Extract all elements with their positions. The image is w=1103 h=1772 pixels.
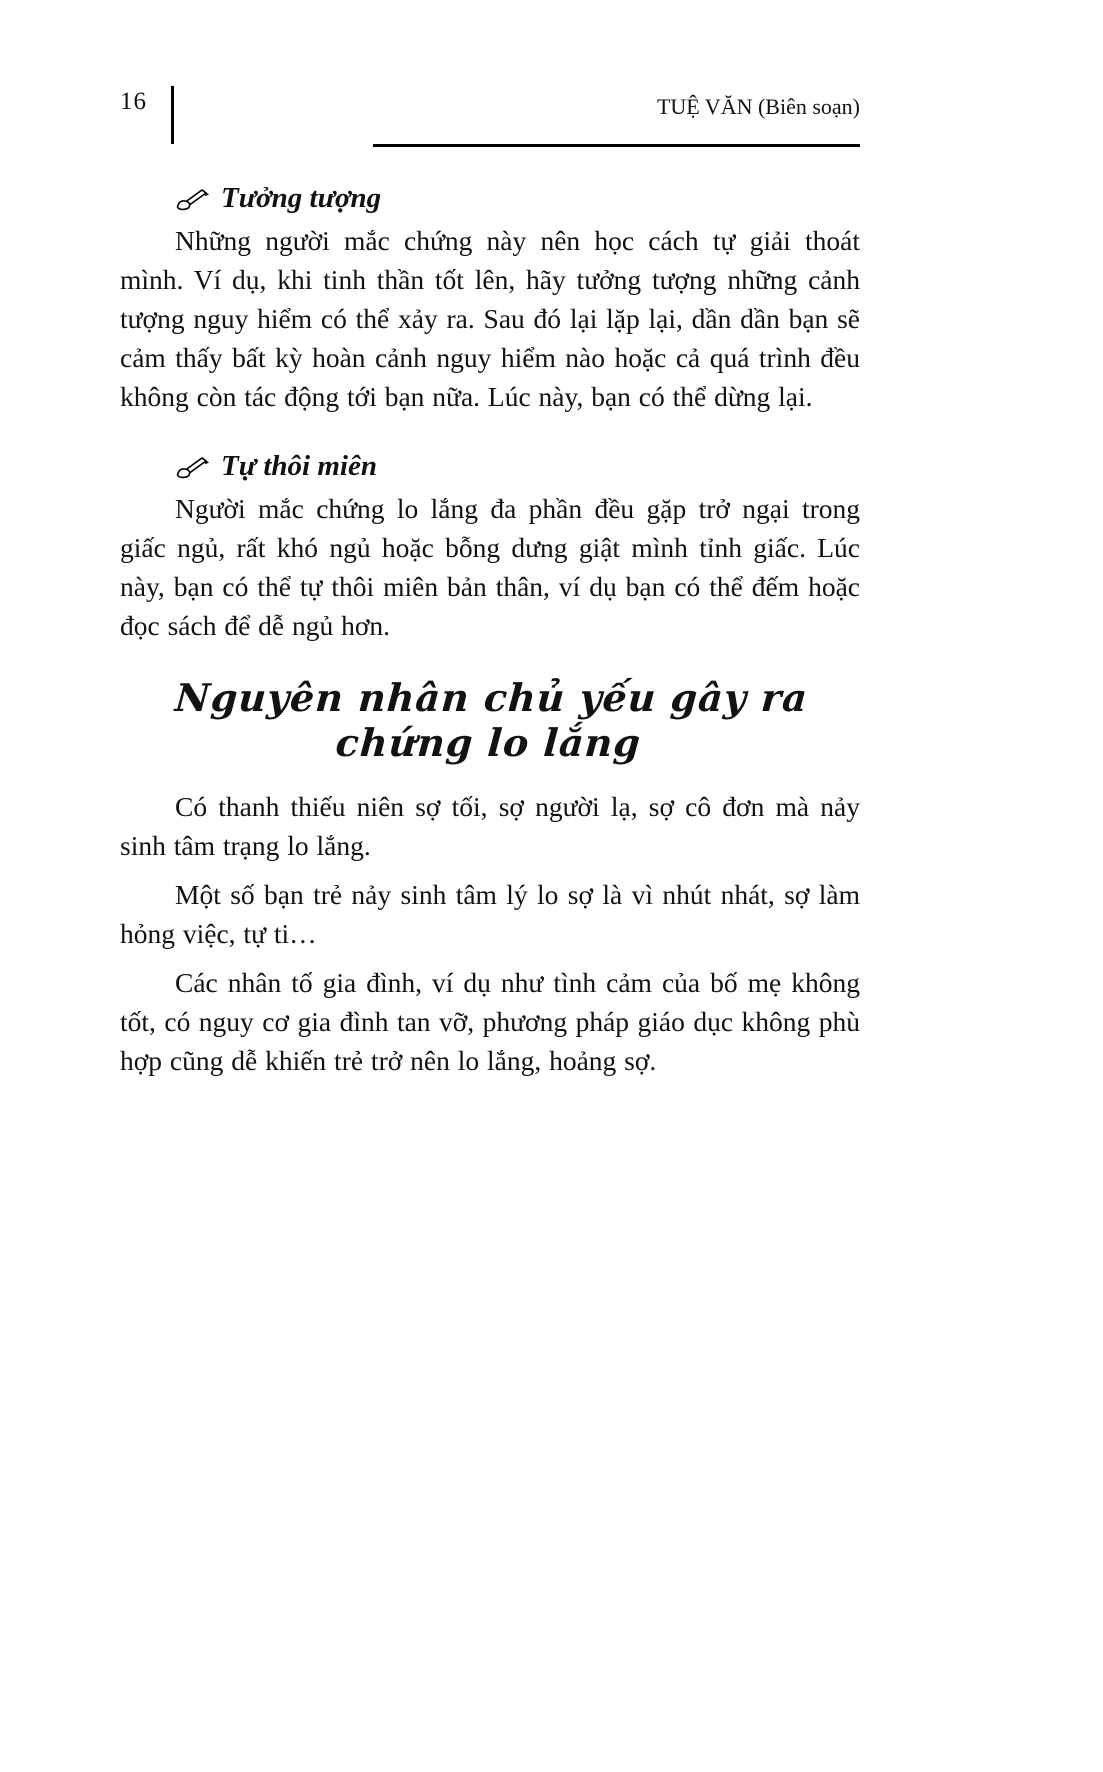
section-heading-label: Tự thôi miên — [221, 450, 377, 482]
paragraph: Các nhân tố gia đình, ví dụ như tình cảm của bố mẹ không tốt, có nguy cơ gia đình tan vỡ, phương pháp giáo dục không phù hợp cũng dễ khiến trẻ trở nên lo lắng, hoảng sợ. — [120, 967, 860, 1076]
writing-hand-icon — [175, 454, 209, 480]
page-header — [120, 86, 860, 156]
section-heading-tuong-tuong — [175, 182, 860, 215]
paragraph: Một số bạn trẻ nảy sinh tâm lý lo sợ là vì nhút nhát, sợ làm hỏng việc, tự ti… — [120, 879, 860, 949]
running-title: TUỆ VĂN (Biên soạn) — [656, 94, 860, 119]
writing-hand-icon — [175, 186, 209, 212]
paragraph: Người mắc chứng lo lắng đa phần đều gặp trở ngại trong giấc ngủ, rất khó ngủ hoặc bỗng dưng giật mình tỉnh giấc. Lúc này, bạn có thể tự thôi miên bản thân, ví dụ bạn có thể đếm hoặc đọc sách để dễ ngủ hơn. — [120, 493, 860, 641]
page-content — [120, 168, 860, 1090]
header-divider — [171, 86, 174, 144]
page-number: 16 — [120, 88, 147, 115]
section-heading-label: Tưởng tượng — [221, 182, 382, 214]
section-heading-tu-thoi-mien — [175, 450, 860, 483]
paragraph: Có thanh thiếu niên sợ tối, sợ người lạ, sợ cô đơn mà nảy sinh tâm trạng lo lắng. — [120, 791, 860, 861]
header-rule — [373, 144, 860, 147]
chapter-heading: Nguyên nhân chủ yếu gây ra chứng lo lắng — [173, 675, 810, 765]
paragraph: Những người mắc chứng này nên học cách tự giải thoát mình. Ví dụ, khi tinh thần tốt lên, hãy tưởng tượng những cảnh tượng nguy hiểm có thể xảy ra. Sau đó lại lặp lại, dần dần bạn sẽ cảm thấy bất kỳ hoàn cảnh nguy hiểm nào hoặc cả quá trình đều không còn tác động tới bạn nữa. Lúc này, bạn có thể dừng lại. — [120, 225, 860, 412]
